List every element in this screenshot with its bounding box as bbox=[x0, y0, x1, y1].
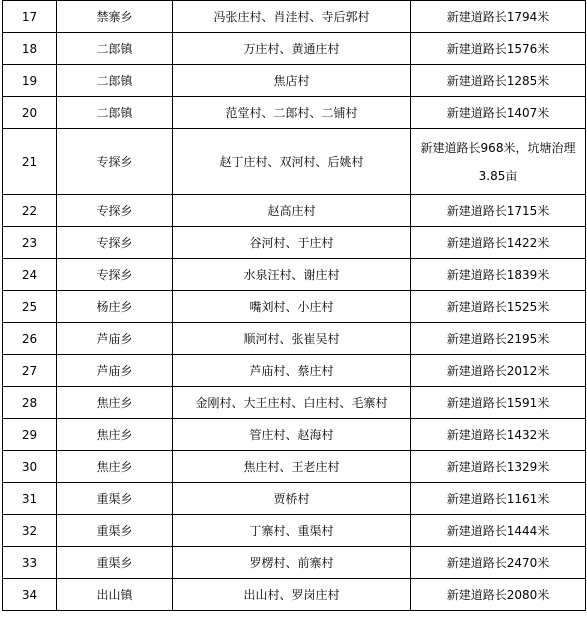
villages-cell: 水泉汪村、谢庄村 bbox=[173, 259, 411, 291]
table-row bbox=[3, 129, 586, 195]
villages-cell: 丁寨村、重渠村 bbox=[173, 515, 411, 547]
table-row bbox=[3, 579, 586, 611]
table-row bbox=[3, 195, 586, 227]
table-row bbox=[3, 451, 586, 483]
table-row bbox=[3, 65, 586, 97]
villages-cell: 金刚村、大王庄村、白庄村、毛寨村 bbox=[173, 387, 411, 419]
row-number: 32 bbox=[3, 515, 57, 547]
row-number: 18 bbox=[3, 33, 57, 65]
table-row bbox=[3, 419, 586, 451]
row-number: 25 bbox=[3, 291, 57, 323]
township-cell: 焦庄乡 bbox=[57, 419, 173, 451]
table-row bbox=[3, 259, 586, 291]
township-cell: 专探乡 bbox=[57, 259, 173, 291]
table-row bbox=[3, 355, 586, 387]
villages-cell: 范堂村、二郎村、二铺村 bbox=[173, 97, 411, 129]
project-cell: 新建道路长1285米 bbox=[411, 65, 586, 97]
row-number: 31 bbox=[3, 483, 57, 515]
township-cell: 专探乡 bbox=[57, 195, 173, 227]
township-cell: 杨庄乡 bbox=[57, 291, 173, 323]
project-cell: 新建道路长1422米 bbox=[411, 227, 586, 259]
villages-cell: 顺河村、张崔吴村 bbox=[173, 323, 411, 355]
project-cell: 新建道路长1591米 bbox=[411, 387, 586, 419]
project-cell: 新建道路长2470米 bbox=[411, 547, 586, 579]
villages-cell: 贾桥村 bbox=[173, 483, 411, 515]
township-cell: 重渠乡 bbox=[57, 483, 173, 515]
project-cell: 新建道路长1525米 bbox=[411, 291, 586, 323]
project-cell: 新建道路长1329米 bbox=[411, 451, 586, 483]
table-row bbox=[3, 323, 586, 355]
villages-cell: 罗楞村、前寨村 bbox=[173, 547, 411, 579]
villages-cell: 焦店村 bbox=[173, 65, 411, 97]
project-cell: 新建道路长1794米 bbox=[411, 1, 586, 33]
villages-cell: 出山村、罗岗庄村 bbox=[173, 579, 411, 611]
villages-cell: 万庄村、黄通庄村 bbox=[173, 33, 411, 65]
villages-cell: 芦庙村、蔡庄村 bbox=[173, 355, 411, 387]
project-cell: 新建道路长1161米 bbox=[411, 483, 586, 515]
table-row bbox=[3, 515, 586, 547]
township-cell: 禁寨乡 bbox=[57, 1, 173, 33]
row-number: 19 bbox=[3, 65, 57, 97]
project-cell: 新建道路长1432米 bbox=[411, 419, 586, 451]
project-cell: 新建道路长2080米 bbox=[411, 579, 586, 611]
row-number: 30 bbox=[3, 451, 57, 483]
row-number: 17 bbox=[3, 1, 57, 33]
project-cell: 新建道路长1839米 bbox=[411, 259, 586, 291]
table-row bbox=[3, 33, 586, 65]
row-number: 26 bbox=[3, 323, 57, 355]
villages-cell: 赵丁庄村、双河村、后姚村 bbox=[173, 129, 411, 195]
villages-cell: 嘴刘村、小庄村 bbox=[173, 291, 411, 323]
villages-cell: 冯张庄村、肖洼村、寺后郭村 bbox=[173, 1, 411, 33]
table-row bbox=[3, 97, 586, 129]
villages-cell: 赵高庄村 bbox=[173, 195, 411, 227]
table-row bbox=[3, 1, 586, 33]
row-number: 33 bbox=[3, 547, 57, 579]
row-number: 20 bbox=[3, 97, 57, 129]
villages-cell: 谷河村、于庄村 bbox=[173, 227, 411, 259]
project-cell: 新建道路长968米，坑塘治理3.85亩 bbox=[411, 129, 586, 195]
row-number: 24 bbox=[3, 259, 57, 291]
row-number: 27 bbox=[3, 355, 57, 387]
project-cell: 新建道路长1576米 bbox=[411, 33, 586, 65]
project-cell: 新建道路长2195米 bbox=[411, 323, 586, 355]
township-cell: 出山镇 bbox=[57, 579, 173, 611]
township-cell: 专探乡 bbox=[57, 227, 173, 259]
township-cell: 焦庄乡 bbox=[57, 451, 173, 483]
township-cell: 重渠乡 bbox=[57, 547, 173, 579]
table-row bbox=[3, 483, 586, 515]
row-number: 21 bbox=[3, 129, 57, 195]
project-table-body bbox=[3, 1, 586, 611]
township-cell: 芦庙乡 bbox=[57, 355, 173, 387]
table-row bbox=[3, 547, 586, 579]
township-cell: 重渠乡 bbox=[57, 515, 173, 547]
table-row bbox=[3, 291, 586, 323]
villages-cell: 焦庄村、王老庄村 bbox=[173, 451, 411, 483]
township-cell: 二郎镇 bbox=[57, 97, 173, 129]
project-cell: 新建道路长1407米 bbox=[411, 97, 586, 129]
table-row bbox=[3, 387, 586, 419]
row-number: 22 bbox=[3, 195, 57, 227]
row-number: 34 bbox=[3, 579, 57, 611]
row-number: 29 bbox=[3, 419, 57, 451]
township-cell: 专探乡 bbox=[57, 129, 173, 195]
row-number: 28 bbox=[3, 387, 57, 419]
project-cell: 新建道路长1715米 bbox=[411, 195, 586, 227]
project-cell: 新建道路长1444米 bbox=[411, 515, 586, 547]
table-row bbox=[3, 227, 586, 259]
township-cell: 二郎镇 bbox=[57, 33, 173, 65]
project-table bbox=[2, 0, 586, 611]
township-cell: 焦庄乡 bbox=[57, 387, 173, 419]
villages-cell: 管庄村、赵海村 bbox=[173, 419, 411, 451]
row-number: 23 bbox=[3, 227, 57, 259]
township-cell: 芦庙乡 bbox=[57, 323, 173, 355]
township-cell: 二郎镇 bbox=[57, 65, 173, 97]
project-cell: 新建道路长2012米 bbox=[411, 355, 586, 387]
